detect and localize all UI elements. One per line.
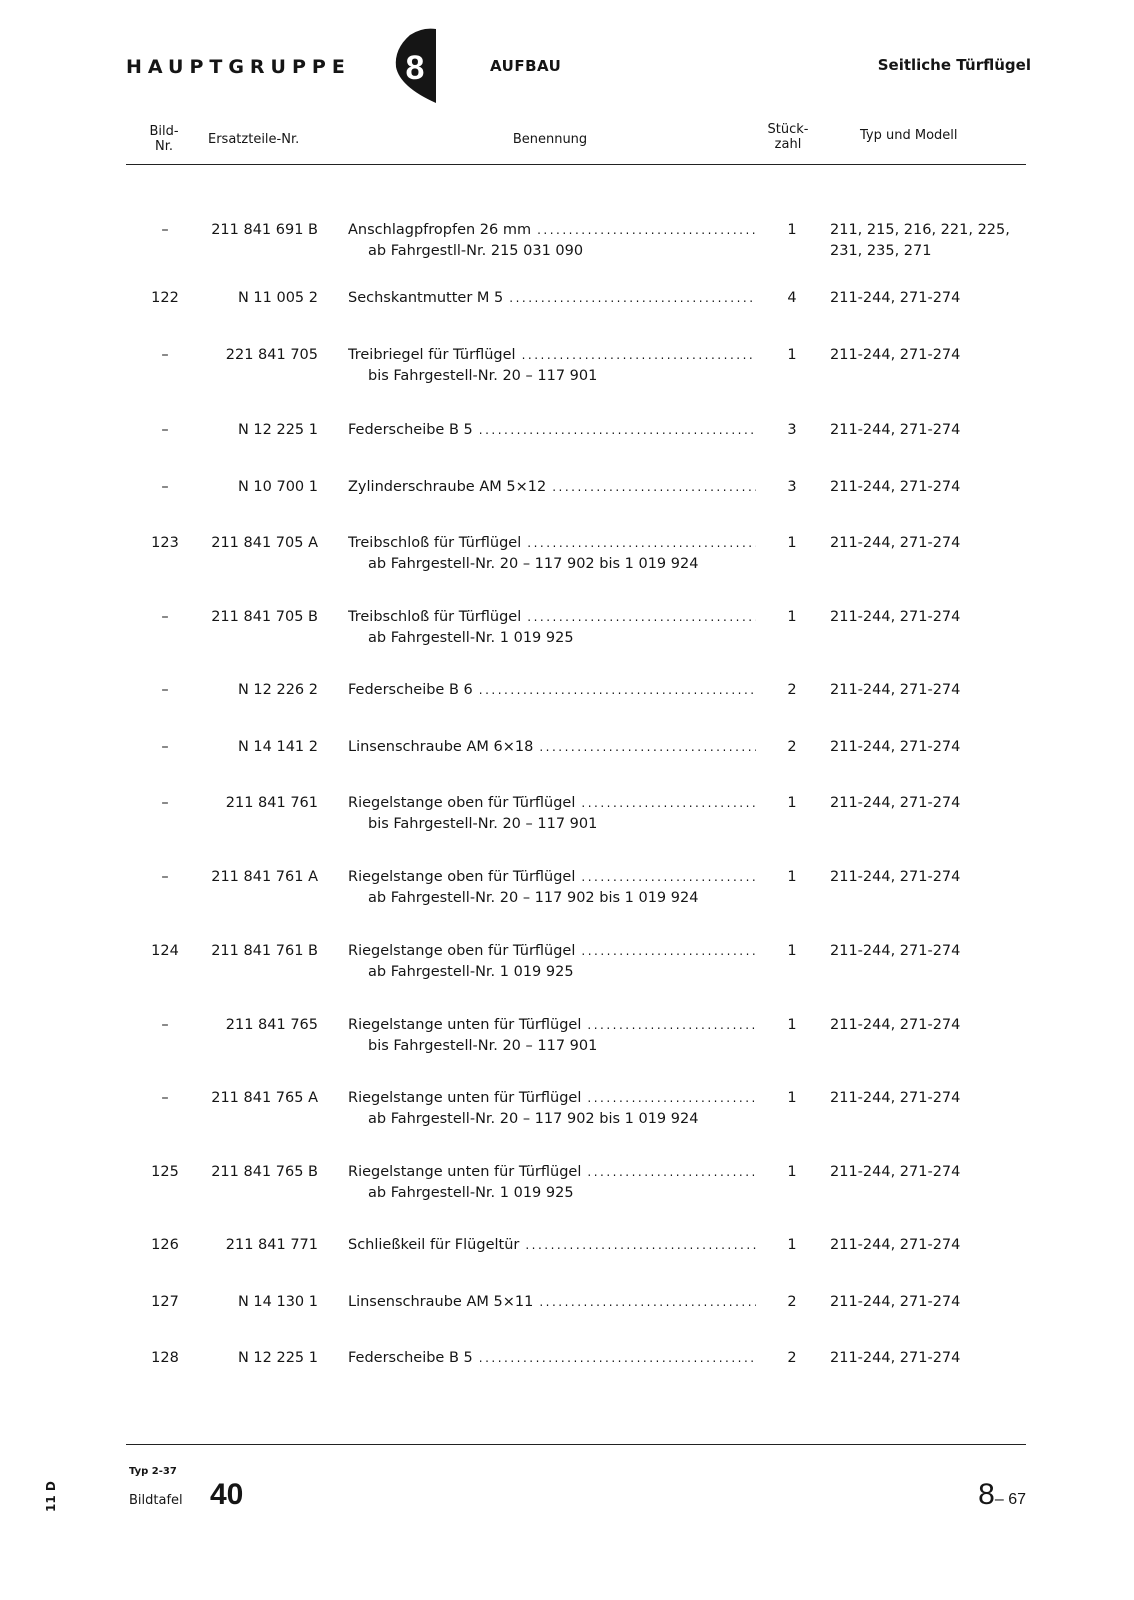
type-model: 211-244, 271-274 (830, 1294, 961, 1310)
part-name: Schließkeil für Flügeltür (348, 1237, 520, 1253)
type-model: 211-244, 271-274 (830, 422, 961, 438)
part-number: 211 841 765 A (211, 1090, 318, 1106)
part-name: Federscheibe B 5 (348, 422, 473, 438)
column-header-bild: Bild- Nr. (149, 124, 179, 154)
type-model: 211-244, 271-274 (830, 869, 961, 885)
leader-dots (479, 680, 756, 701)
table-row (0, 1348, 1134, 1408)
quantity: 3 (787, 479, 797, 495)
leader-dots (539, 737, 756, 758)
part-note: bis Fahrgestell-Nr. 20 – 117 901 (368, 816, 598, 832)
part-number: 211 841 771 (225, 1237, 318, 1253)
quantity: 2 (787, 739, 797, 755)
group-badge-shape-icon (390, 27, 450, 105)
part-note: ab Fahrgestell-Nr. 20 – 117 902 bis 1 019 924 (368, 1111, 699, 1127)
part-description (348, 680, 756, 701)
bild-nr: – (161, 222, 169, 238)
part-name: Treibschloß für Türflügel (348, 609, 522, 625)
part-description (348, 1235, 756, 1256)
part-number: 211 841 705 A (211, 535, 318, 551)
part-description (348, 867, 756, 909)
part-name: Riegelstange unten für Türflügel (348, 1164, 582, 1180)
table-row (0, 793, 1134, 853)
type-model: 211-244, 271-274 (830, 682, 961, 698)
footer-side-code: 11 D (44, 1481, 58, 1512)
part-name: Riegelstange unten für Türflügel (348, 1090, 582, 1106)
type-model: 211-244, 271-274 (830, 1017, 961, 1033)
footer-rule (126, 1444, 1026, 1445)
type-model: 211-244, 271-274 (830, 609, 961, 625)
type-model: 211-244, 271-274 (830, 1350, 961, 1366)
table-row (0, 737, 1134, 797)
part-description (348, 420, 756, 441)
leader-dots (552, 477, 756, 498)
part-number: N 14 130 1 (237, 1294, 318, 1310)
footer-bildtafel-label: Bildtafel (129, 1493, 183, 1508)
part-number: 211 841 765 B (211, 1164, 318, 1180)
table-row (0, 288, 1134, 348)
quantity: 1 (787, 795, 797, 811)
leader-dots (581, 941, 756, 962)
part-number: N 11 005 2 (237, 290, 318, 306)
bild-nr: – (161, 1090, 169, 1106)
bild-nr: 127 (151, 1294, 179, 1310)
part-number: 211 841 691 B (211, 222, 318, 238)
part-number: N 12 226 2 (237, 682, 318, 698)
table-row (0, 345, 1134, 405)
part-number: 211 841 761 A (211, 869, 318, 885)
quantity: 1 (787, 1237, 797, 1253)
part-name: Federscheibe B 6 (348, 682, 473, 698)
part-name: Linsenschraube AM 6×18 (348, 739, 534, 755)
part-description (348, 737, 756, 758)
leader-dots (537, 220, 756, 241)
part-note: ab Fahrgestll-Nr. 215 031 090 (368, 243, 584, 259)
part-description (348, 1162, 756, 1204)
type-model: 211-244, 271-274 (830, 290, 961, 306)
group-number-badge (390, 27, 450, 105)
table-row (0, 220, 1134, 280)
header-rule (126, 164, 1026, 165)
part-note: ab Fahrgestell-Nr. 20 – 117 902 bis 1 019 924 (368, 556, 699, 572)
part-note: ab Fahrgestell-Nr. 20 – 117 902 bis 1 019 924 (368, 890, 699, 906)
quantity: 1 (787, 535, 797, 551)
part-name: Zylinderschraube AM 5×12 (348, 479, 547, 495)
table-row (0, 1015, 1134, 1075)
table-row (0, 867, 1134, 927)
leader-dots (581, 793, 756, 814)
group-name: AUFBAU (490, 57, 562, 75)
bild-nr: 123 (151, 535, 179, 551)
part-name: Federscheibe B 5 (348, 1350, 473, 1366)
leader-dots (581, 867, 756, 888)
leader-dots (587, 1088, 756, 1109)
type-model: 211-244, 271-274 (830, 1090, 961, 1106)
table-row (0, 420, 1134, 480)
quantity: 1 (787, 1017, 797, 1033)
part-name: Riegelstange oben für Türflügel (348, 869, 576, 885)
leader-dots (509, 288, 756, 309)
type-model: 211-244, 271-274 (830, 535, 961, 551)
table-row (0, 1235, 1134, 1295)
part-description (348, 1348, 756, 1369)
column-header-benennung: Benennung (512, 132, 588, 147)
leader-dots (479, 420, 756, 441)
type-model: 211-244, 271-274 (830, 795, 961, 811)
table-row (0, 1292, 1134, 1352)
section-title: Seitliche Türflügel (877, 56, 1031, 74)
part-number: 221 841 705 (225, 347, 318, 363)
quantity: 2 (787, 1294, 797, 1310)
part-note: ab Fahrgestell-Nr. 1 019 925 (368, 630, 574, 646)
table-row (0, 1088, 1134, 1148)
table-row (0, 680, 1134, 740)
bild-nr: – (161, 1017, 169, 1033)
type-model: 211-244, 271-274 (830, 739, 961, 755)
part-number: N 12 225 1 (237, 1350, 318, 1366)
bild-nr: – (161, 795, 169, 811)
footer-bildtafel-number: 40 (210, 1478, 244, 1511)
part-description (348, 793, 756, 835)
type-model: 211-244, 271-274 (830, 347, 961, 363)
group-number: 8 (405, 49, 425, 87)
part-description (348, 1088, 756, 1130)
quantity: 2 (787, 1350, 797, 1366)
bild-nr: 125 (151, 1164, 179, 1180)
leader-dots (527, 607, 756, 628)
table-row (0, 941, 1134, 1001)
part-name: Treibschloß für Türflügel (348, 535, 522, 551)
leader-dots (587, 1015, 756, 1036)
part-name: Riegelstange unten für Türflügel (348, 1017, 582, 1033)
table-row (0, 533, 1134, 593)
quantity: 2 (787, 682, 797, 698)
part-name: Sechskantmutter M 5 (348, 290, 504, 306)
part-description (348, 607, 756, 649)
bild-nr: – (161, 682, 169, 698)
part-number: 211 841 761 B (211, 943, 318, 959)
quantity: 1 (787, 347, 797, 363)
column-header-ersatzteile: Ersatzteile-Nr. (208, 132, 300, 147)
part-description (348, 477, 756, 498)
type-model: 211-244, 271-274 (830, 1164, 961, 1180)
footer-typ: Typ 2-37 (129, 1466, 177, 1477)
column-header-stueckzahl: Stück- zahl (767, 122, 809, 152)
type-model: 211, 215, 216, 221, 225, 231, 235, 271 (830, 222, 1010, 259)
part-name: Riegelstange oben für Türflügel (348, 795, 576, 811)
part-name: Riegelstange oben für Türflügel (348, 943, 576, 959)
quantity: 1 (787, 1164, 797, 1180)
table-row (0, 607, 1134, 667)
part-number: N 10 700 1 (237, 479, 318, 495)
bild-nr: 124 (151, 943, 179, 959)
table-row (0, 1162, 1134, 1222)
quantity: 4 (787, 290, 797, 306)
part-number: 211 841 765 (225, 1017, 318, 1033)
part-description (348, 220, 756, 262)
part-description (348, 533, 756, 575)
bild-nr: – (161, 347, 169, 363)
hauptgruppe-label: HAUPTGRUPPE (126, 56, 351, 78)
page-number: 8– 67 (978, 1478, 1026, 1511)
part-note: bis Fahrgestell-Nr. 20 – 117 901 (368, 368, 598, 384)
part-note: bis Fahrgestell-Nr. 20 – 117 901 (368, 1038, 598, 1054)
type-model: 211-244, 271-274 (830, 479, 961, 495)
part-note: ab Fahrgestell-Nr. 1 019 925 (368, 1185, 574, 1201)
part-name: Anschlagpfropfen 26 mm (348, 222, 532, 238)
leader-dots (479, 1348, 756, 1369)
quantity: 1 (787, 943, 797, 959)
bild-nr: – (161, 479, 169, 495)
bild-nr: – (161, 609, 169, 625)
bild-nr: 126 (151, 1237, 179, 1253)
leader-dots (525, 1235, 756, 1256)
table-row (0, 477, 1134, 537)
part-description (348, 345, 756, 387)
part-number: N 14 141 2 (237, 739, 318, 755)
part-number: 211 841 761 (225, 795, 318, 811)
part-description (348, 941, 756, 983)
leader-dots (527, 533, 756, 554)
quantity: 1 (787, 1090, 797, 1106)
part-note: ab Fahrgestell-Nr. 1 019 925 (368, 964, 574, 980)
type-model: 211-244, 271-274 (830, 1237, 961, 1253)
leader-dots (539, 1292, 756, 1313)
bild-nr: – (161, 869, 169, 885)
part-description (348, 1015, 756, 1057)
part-number: N 12 225 1 (237, 422, 318, 438)
quantity: 1 (787, 222, 797, 238)
bild-nr: – (161, 422, 169, 438)
part-description (348, 288, 756, 309)
part-name: Linsenschraube AM 5×11 (348, 1294, 534, 1310)
bild-nr: 128 (151, 1350, 179, 1366)
quantity: 1 (787, 869, 797, 885)
quantity: 3 (787, 422, 797, 438)
leader-dots (522, 345, 756, 366)
bild-nr: – (161, 739, 169, 755)
part-name: Treibriegel für Türflügel (348, 347, 516, 363)
type-model: 211-244, 271-274 (830, 943, 961, 959)
leader-dots (587, 1162, 756, 1183)
column-header-typ: Typ und Modell (860, 128, 958, 143)
bild-nr: 122 (151, 290, 179, 306)
part-number: 211 841 705 B (211, 609, 318, 625)
part-description (348, 1292, 756, 1313)
quantity: 1 (787, 609, 797, 625)
